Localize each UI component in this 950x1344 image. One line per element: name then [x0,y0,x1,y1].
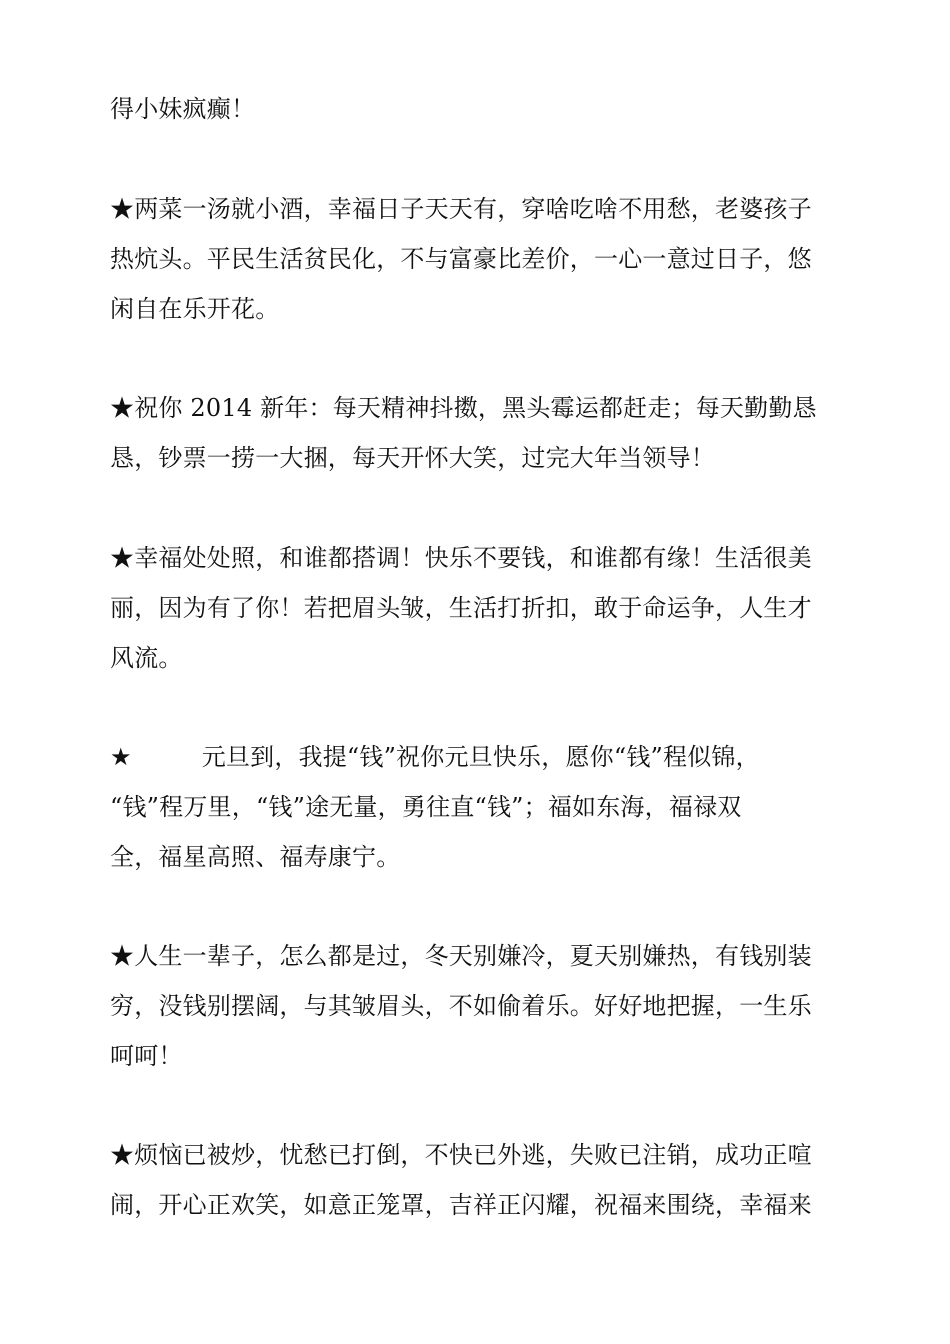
text-line: ★祝你 2014 新年：每天精神抖擞，黑头霉运都赶走；每天勤勤恳 [110,394,817,422]
text-line: 得小妹疯癫！ [110,95,256,123]
text-line: 穷，没钱别摆阔，与其皱眉头，不如偷着乐。好好地把握，一生乐 [110,992,812,1020]
paragraph-4 [110,533,850,683]
text-line: 恳，钞票一捞一大捆，每天开怀大笑，过完大年当领导！ [110,444,715,472]
text-line: 风流。 [110,644,183,672]
paragraph-6 [110,931,850,1081]
text-line: 闲自在乐开花。 [110,295,280,323]
paragraph-1 [110,84,850,134]
text-line: 丽，因为有了你！若把眉头皱，生活打折扣，敢于命运争，人生才 [110,594,812,622]
text-line: 闹，开心正欢笑，如意正笼罩，吉祥正闪耀，祝福来围绕，幸福来 [110,1191,812,1219]
star-icon: ★ [110,743,132,771]
text-line: 呵呵！ [110,1042,183,1070]
text-line: 热炕头。平民生活贫民化，不与富豪比差价，一心一意过日子，悠 [110,245,812,273]
text-line-first-content: 元旦到，我提“钱”祝你元旦快乐，愿你“钱”程似锦， [201,743,760,771]
text-line: “钱”程万里，“钱”途无量，勇往直“钱”；福如东海，福禄双 [110,793,742,821]
text-line: ★幸福处处照，和谁都搭调！快乐不要钱，和谁都有缘！生活很美 [110,544,812,572]
paragraph-2 [110,184,850,334]
paragraph-3 [110,383,850,483]
text-line: ★人生一辈子，怎么都是过，冬天别嫌冷，夏天别嫌热，有钱别装 [110,942,812,970]
paragraph-7 [110,1130,850,1230]
text-line: 全，福星高照、福寿康宁。 [110,843,401,871]
text-line: ★烦恼已被炒，忧愁已打倒，不快已外逃，失败已注销，成功正喧 [110,1141,812,1169]
text-line: ★两菜一汤就小酒，幸福日子天天有，穿啥吃啥不用愁，老婆孩子 [110,195,812,223]
text-line-first [110,732,850,782]
paragraph-5 [110,732,850,882]
